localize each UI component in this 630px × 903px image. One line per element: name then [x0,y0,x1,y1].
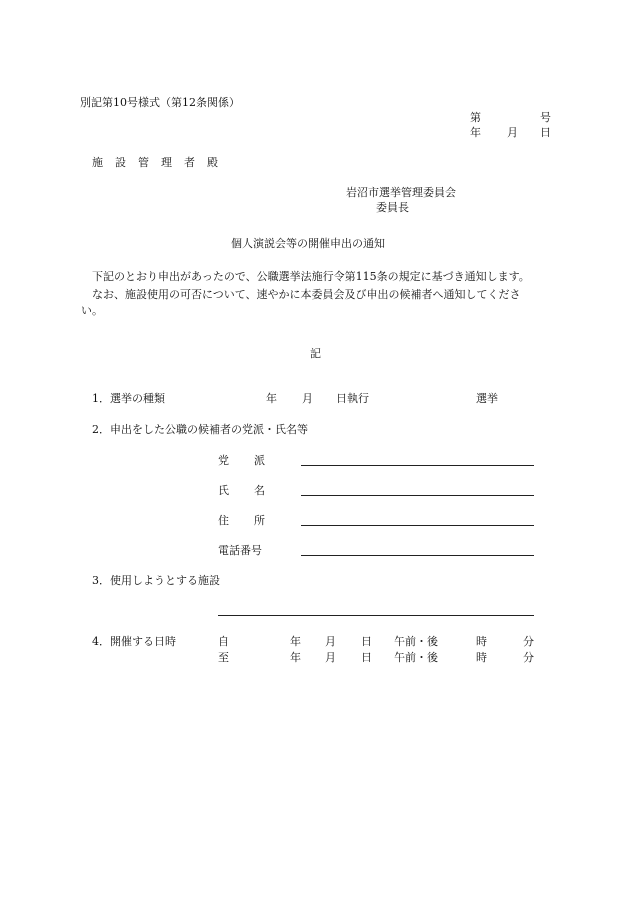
address-label-a: 住 [218,514,229,527]
date-month: 月 [507,126,518,139]
item4-label: 4．開催する日時 [92,635,176,648]
form-id: 別記第10号様式（第12条関係） [80,96,240,109]
ki-heading: 記 [310,347,321,360]
number-suffix: 号 [540,111,551,124]
from-hour: 時 [476,635,487,648]
phone-field-line[interactable] [301,555,534,556]
facility-field-line[interactable] [218,615,534,616]
to-day: 日 [361,651,372,664]
party-label-a: 党 [218,454,229,467]
to-hour: 時 [476,651,487,664]
to-prefix: 至 [218,651,229,664]
from-ampm: 午前・後 [394,635,438,648]
item3-label: 3．使用しようとする施設 [92,574,220,587]
name-field-line[interactable] [301,495,534,496]
from-day: 日 [361,635,372,648]
document-title: 個人演説会等の開催申出の通知 [231,237,385,250]
address-label-b: 所 [254,514,265,527]
from-year: 年 [290,635,301,648]
addressee [92,156,218,170]
item1-election: 選挙 [476,392,498,405]
name-label-a: 氏 [218,484,229,497]
addressee-char: 理 [161,156,172,169]
addressee-char: 施 [92,156,103,169]
number-prefix: 第 [470,111,481,124]
to-year: 年 [290,651,301,664]
party-field-line[interactable] [301,465,534,466]
date-day: 日 [540,126,551,139]
to-ampm: 午前・後 [394,651,438,664]
from-prefix: 自 [218,635,229,648]
item1-day-exec: 日執行 [336,392,369,405]
item2-label: 2．申出をした公職の候補者の党派・氏名等 [92,423,308,436]
addressee-char: 管 [138,156,149,169]
date-year: 年 [470,126,481,139]
body-line-2: なお、施設使用の可否について、速やかに本委員会及び申出の候補者へ通知してくださ [92,288,521,301]
issuer-org: 岩沼市選挙管理委員会 [346,186,456,199]
item1-year: 年 [266,392,277,405]
from-minute: 分 [523,635,534,648]
addressee-char: 設 [115,156,126,169]
addressee-char: 殿 [207,156,218,169]
to-minute: 分 [523,651,534,664]
body-line-1: 下記のとおり申出があったので、公職選挙法施行令第115条の規定に基づき通知します。 [92,270,530,283]
item1-label: 1．選挙の種類 [92,392,165,405]
address-field-line[interactable] [301,525,534,526]
addressee-char: 者 [184,156,195,169]
phone-label: 電話番号 [218,544,262,557]
body-line-3: い。 [81,304,103,317]
party-label-b: 派 [254,454,265,467]
from-month: 月 [325,635,336,648]
name-label-b: 名 [254,484,265,497]
to-month: 月 [325,651,336,664]
item1-month: 月 [302,392,313,405]
issuer-title: 委員長 [376,201,409,214]
